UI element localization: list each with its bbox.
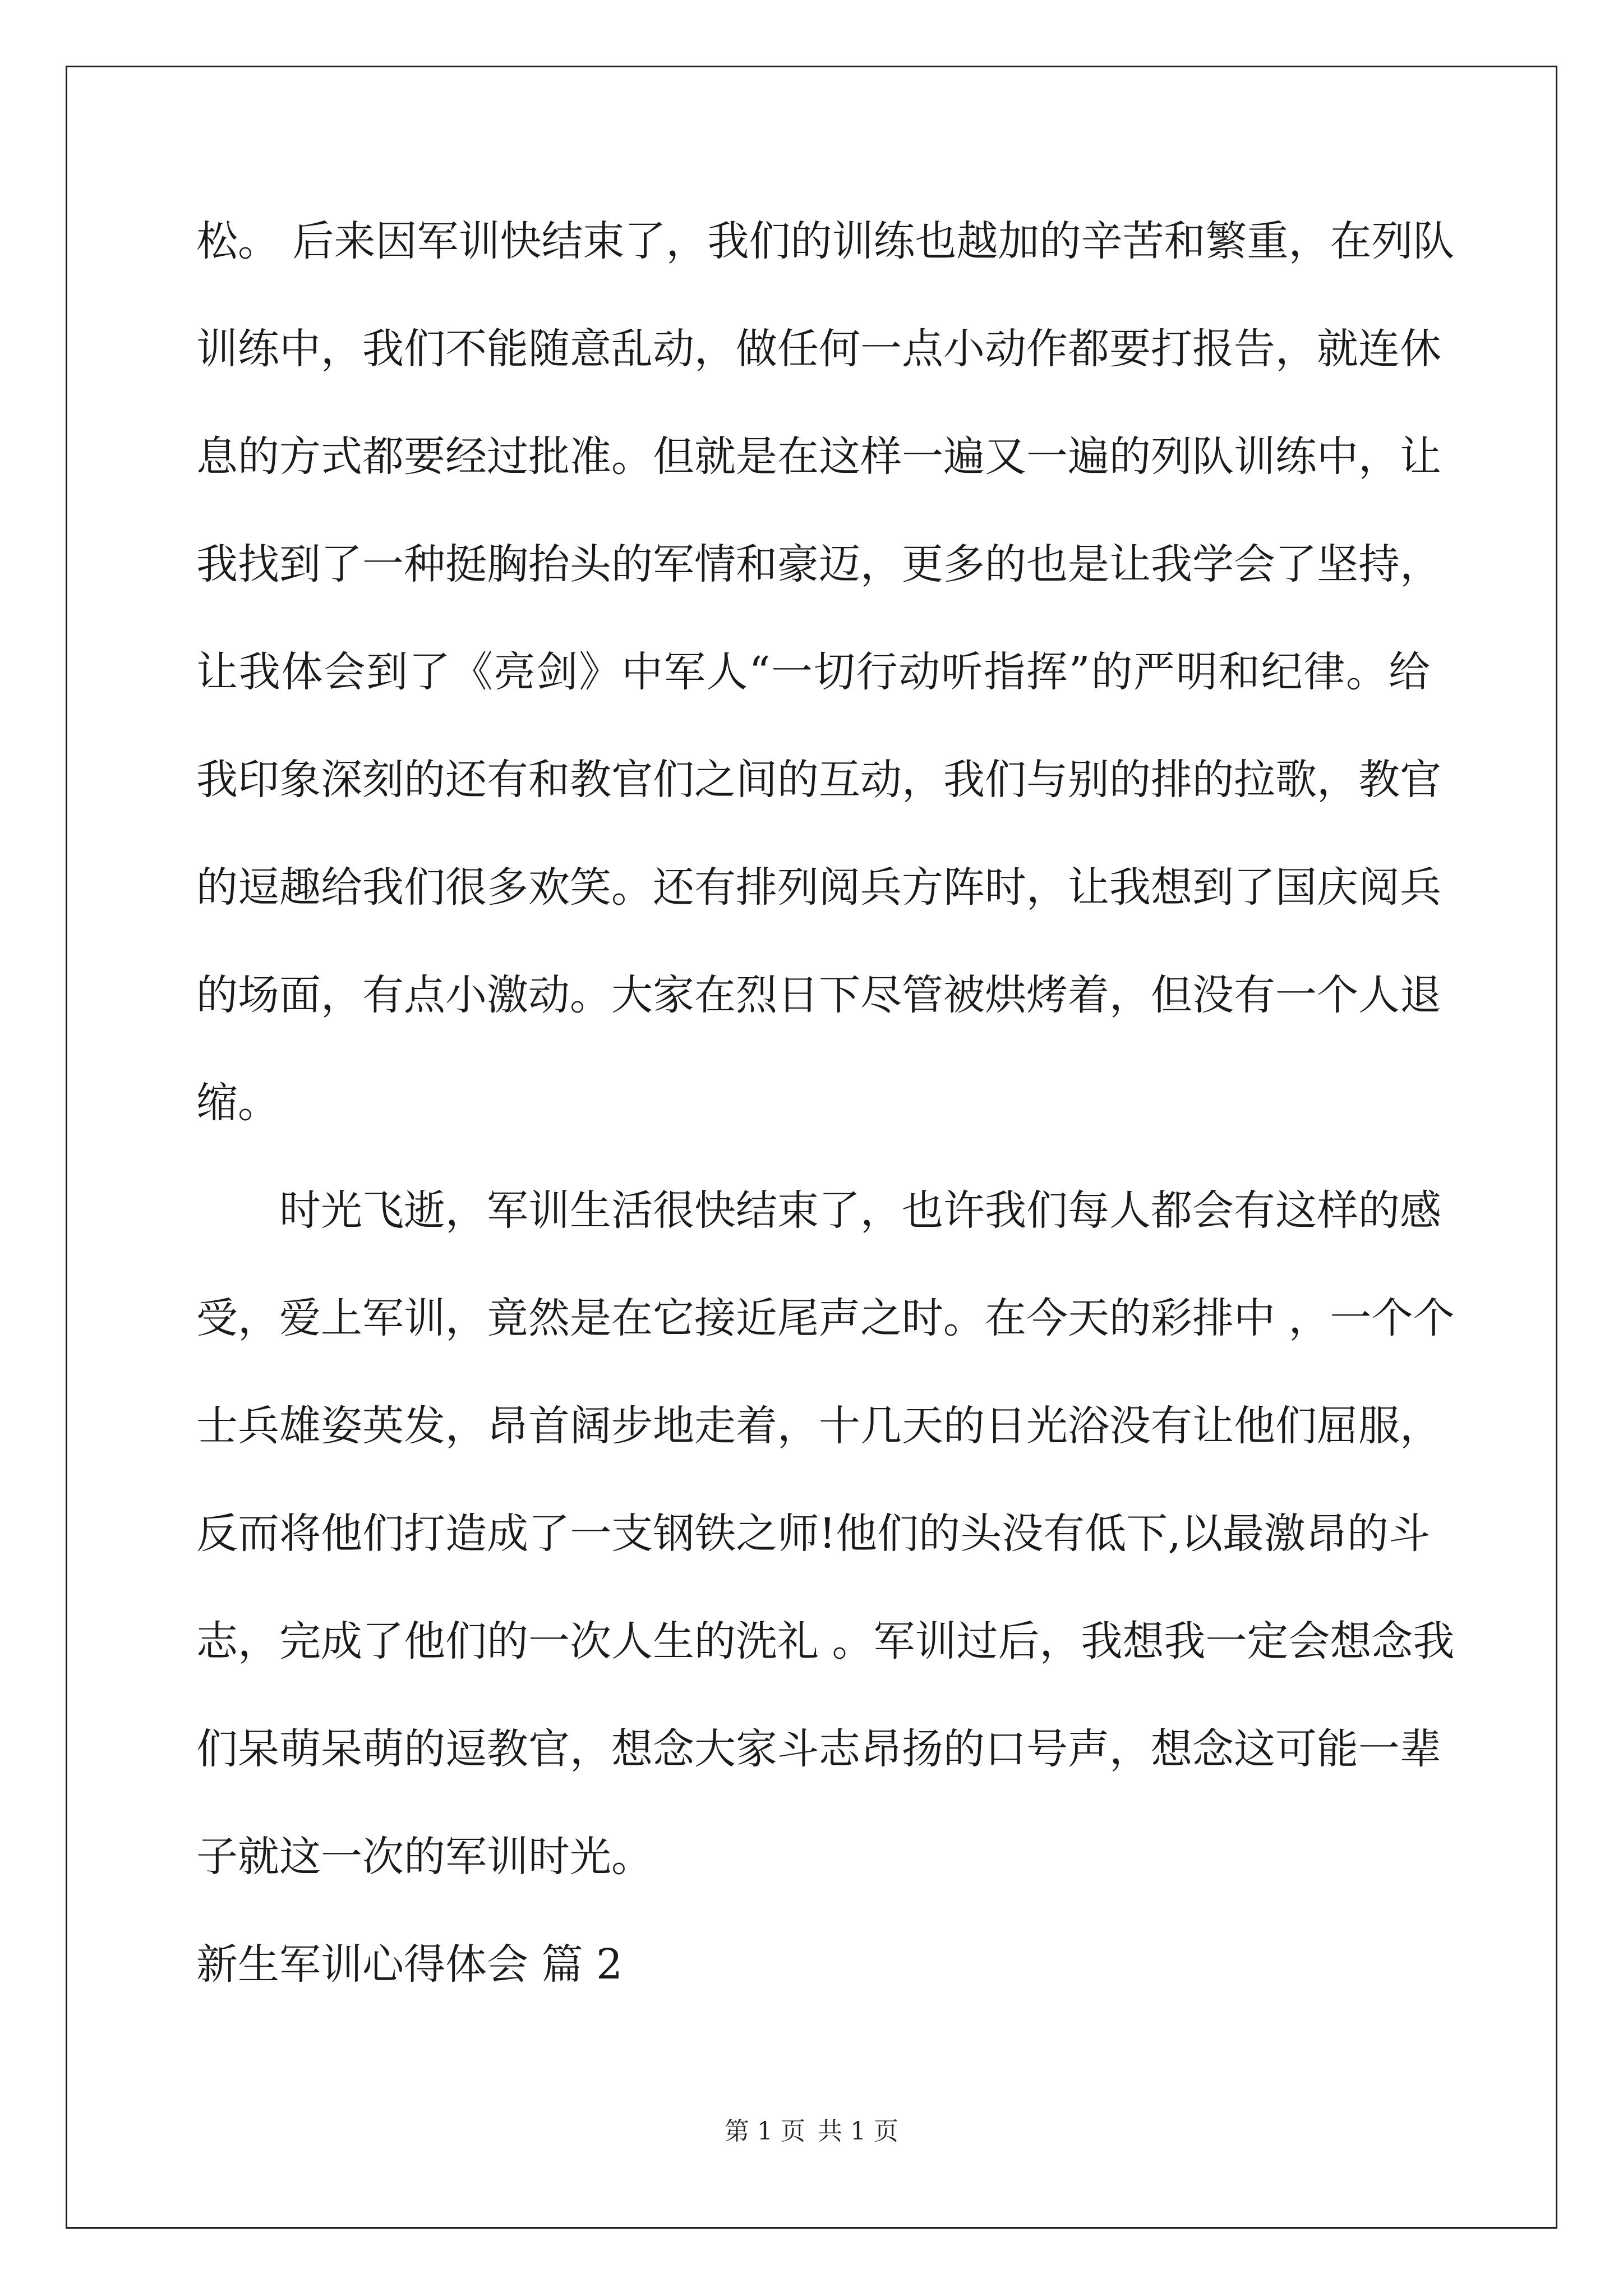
text-line: 我印象深刻的还有和教官们之间的互动，我们与别的排的拉歌，教官 — [196, 756, 1441, 804]
text-line: 士兵雄姿英发，昂首阔步地走着，十几天的日光浴没有让他们屈服， — [196, 1402, 1441, 1450]
text-line: 缩。 — [196, 1079, 279, 1127]
text-line: 我找到了一种挺胸抬头的军情和豪迈，更多的也是让我学会了坚持， — [196, 540, 1441, 588]
text-line: 反而将他们打造成了一支钢铁之师!他们的头没有低下,以最激昂的斗 — [196, 1510, 1430, 1558]
text-line: 的场面，有点小激动。大家在烈日下尽管被烘烤着，但没有一个人退 — [196, 971, 1441, 1019]
page-total: 共 1 页 — [818, 2117, 898, 2146]
page-border — [66, 66, 1557, 2229]
text-line: 训练中，我们不能随意乱动，做任何一点小动作都要打报告，就连休 — [196, 325, 1441, 373]
text-line: 的逗趣给我们很多欢笑。还有排列阅兵方阵时，让我想到了国庆阅兵 — [196, 863, 1441, 912]
text-line: 志，完成了他们的一次人生的洗礼 。军训过后，我想我一定会想念我 — [196, 1617, 1455, 1665]
section-heading: 新生军训心得体会 篇 2 — [196, 1940, 623, 1989]
text-line: 们呆萌呆萌的逗教官，想念大家斗志昂扬的口号声，想念这可能一辈 — [196, 1725, 1441, 1773]
page-footer — [0, 2115, 1623, 2148]
page-number: 第 1 页 — [725, 2117, 805, 2146]
text-line: 子就这一次的军训时光。 — [196, 1833, 653, 1881]
text-line: 息的方式都要经过批准。但就是在这样一遍又一遍的列队训练中，让 — [196, 432, 1441, 481]
text-line: 时光飞逝，军训生活很快结束了，也许我们每人都会有这样的感 — [196, 1186, 1441, 1235]
text-line: 让我体会到了《亮剑》中军人“一切行动听指挥”的严明和纪律。给 — [196, 648, 1430, 696]
text-line: 松。 后来因军训快结束了，我们的训练也越加的辛苦和繁重，在列队 — [196, 217, 1455, 265]
text-line: 受，爱上军训，竟然是在它接近尾声之时。在今天的彩排中 ，一个个 — [196, 1294, 1455, 1342]
